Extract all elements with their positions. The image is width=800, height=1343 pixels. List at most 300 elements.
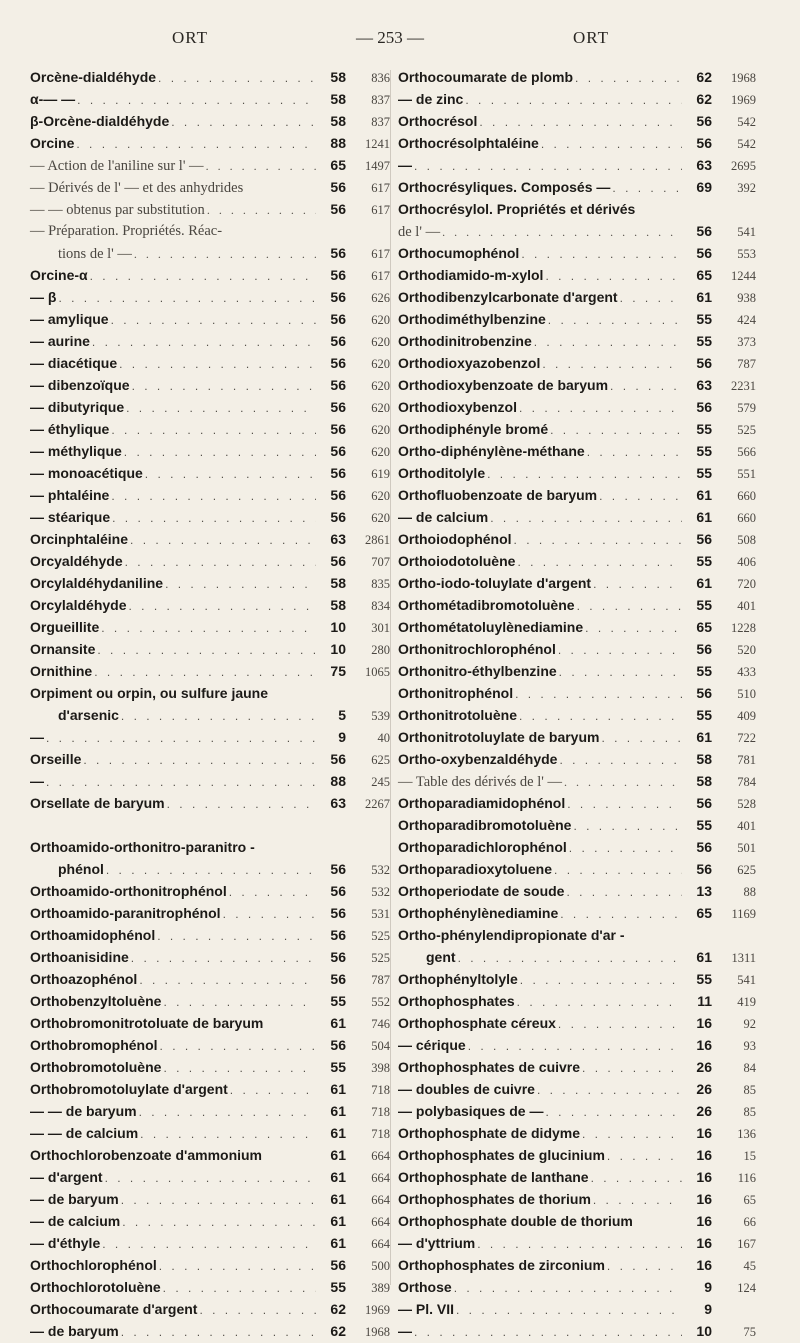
index-entry [398,1056,756,1078]
index-entry [30,110,390,132]
dot-leader [111,419,316,441]
dot-leader [130,529,316,551]
index-entry [398,1298,756,1320]
dot-leader [554,859,682,881]
page-reference: 525 [371,929,390,943]
page-reference: 85 [743,1083,756,1097]
dot-leader [477,1233,682,1255]
entry-name: — dibutyrique [30,399,125,415]
dot-leader [514,529,682,551]
entry-name: — de baryum [30,1191,119,1207]
entry-name: Orthophosphates de zirconium [398,1257,605,1273]
index-entry [30,418,390,440]
volume-number: 55 [696,465,712,481]
dot-leader [207,199,316,221]
volume-number: 61 [696,949,712,965]
entry-name: Orthophényltolyle [398,971,518,987]
volume-number: 56 [696,685,712,701]
index-entry [398,176,756,198]
dot-leader [122,1211,316,1233]
page-reference: 1241 [365,137,390,151]
page-reference: 626 [371,291,390,305]
entry-name: Orthobromotoluylate d'argent [30,1081,228,1097]
index-entry [398,330,756,352]
entry-name: Orthodinitrobenzine [398,333,532,349]
volume-number: 55 [696,421,712,437]
dot-leader [610,375,682,397]
page-reference: 504 [371,1039,390,1053]
index-entry [398,418,756,440]
index-entry [398,814,756,836]
page-reference: 40 [377,731,390,745]
entry-name: Ortho-oxybenzaldéhyde [398,751,558,767]
index-entry [398,484,756,506]
page-reference: 566 [737,445,756,459]
index-entry [398,660,756,682]
index-entry [398,132,756,154]
dot-leader [414,155,682,177]
entry-name: — Préparation. Propriétés. Réac- [30,223,223,239]
dot-leader [159,1255,316,1277]
page-reference: 301 [371,621,390,635]
entry-name: — [30,773,44,789]
dot-leader [487,463,682,485]
index-entry [30,1320,390,1342]
volume-number: 56 [696,861,712,877]
entry-name: Orgueillite [30,619,100,635]
entry-name: — phtaléine [30,487,110,503]
dot-leader [206,155,316,177]
entry-name: Orthométadibromotoluène [398,597,575,613]
index-entry [398,308,756,330]
index-entry [30,836,390,858]
dot-leader [566,881,682,903]
index-entry [30,1232,390,1254]
entry-name: Ornithine [30,663,93,679]
volume-number: 16 [696,1257,712,1273]
dot-leader [46,771,316,793]
page-reference: 401 [737,599,756,613]
dot-leader [121,1189,316,1211]
dot-leader [559,661,682,683]
entry-name: Orthophosphates de thorium [398,1191,591,1207]
index-entry [398,264,756,286]
volume-number: 10 [330,641,346,657]
page-reference: 938 [737,291,756,305]
index-entry [30,462,390,484]
page-reference: 116 [737,1171,756,1185]
index-entry [398,352,756,374]
index-entry [30,1254,390,1276]
index-entry [398,506,756,528]
page-reference: 553 [737,247,756,261]
dot-leader [545,265,682,287]
dot-leader [158,67,316,89]
volume-number: 61 [330,1191,346,1207]
page-reference: 541 [737,225,756,239]
entry-name: — Dérivés de l' — et des anhydrides [30,180,244,196]
entry-name: Ornansite [30,641,96,657]
header-left: ORT [172,28,208,47]
index-entry [30,330,390,352]
dot-leader [520,969,682,991]
volume-number: 56 [696,531,712,547]
entry-name: Orthocoumarate d'argent [30,1301,198,1317]
index-entry [30,1166,390,1188]
dot-leader [559,749,682,771]
volume-number: 61 [330,1235,346,1251]
index-entry [30,990,390,1012]
volume-number: 10 [330,619,346,635]
volume-number: 55 [696,443,712,459]
dot-leader [548,309,682,331]
index-entry [30,770,390,792]
index-entry [30,1056,390,1078]
dot-leader [111,309,316,331]
index-entry [398,220,756,242]
dot-leader [171,111,316,133]
entry-name: — [398,1323,412,1339]
index-entry [398,902,756,924]
index-entry [30,682,390,704]
index-entry [398,286,756,308]
volume-number: 56 [696,135,712,151]
dot-leader [125,551,316,573]
page-reference: 528 [737,797,756,811]
entry-name: Orthoparadichlorophénol [398,839,567,855]
dot-leader [454,1277,682,1299]
entry-name: Orthonitrotoluène [398,707,517,723]
entry-name: Orthophosphates de glucinium [398,1147,605,1163]
page-reference: 2231 [731,379,756,393]
index-entry [398,1034,756,1056]
entry-name: — polybasiques de — [398,1103,544,1119]
dot-leader [139,1101,316,1123]
page-reference: 419 [737,995,756,1009]
dot-leader [593,1189,682,1211]
volume-number: 16 [696,1191,712,1207]
dot-leader [442,221,682,243]
dot-leader [542,353,682,375]
dot-leader [573,815,682,837]
entry-name: Orthoparadioxytoluene [398,861,553,877]
page-reference: 625 [371,753,390,767]
volume-number: 55 [696,817,712,833]
volume-number: 55 [696,971,712,987]
index-entry [398,726,756,748]
volume-number: 16 [696,1147,712,1163]
entry-name: Orthodiamido-m-xylol [398,267,544,283]
volume-number: 56 [330,267,346,283]
page-reference: 525 [371,951,390,965]
volume-number: 62 [696,91,712,107]
page-reference: 781 [737,753,756,767]
index-entry [30,220,390,242]
volume-number: 58 [330,91,346,107]
volume-number: 56 [696,245,712,261]
dot-leader [564,771,682,793]
volume-number: 61 [696,289,712,305]
index-entry [398,396,756,418]
entry-name: Orthodiphényle bromé [398,421,549,437]
volume-number: 56 [696,355,712,371]
index-entry [30,242,390,264]
dot-leader [458,947,682,969]
page-reference: 619 [371,467,390,481]
entry-name: Orthodioxybenzol [398,399,517,415]
volume-number: 62 [696,69,712,85]
page-reference: 1065 [365,665,390,679]
dot-leader [112,507,316,529]
dot-leader [575,67,682,89]
index-entry [30,616,390,638]
entry-name: — diacétique [30,355,118,371]
dot-leader [119,353,316,375]
index-entry [30,396,390,418]
dot-leader [140,1123,316,1145]
entry-name: Orthophosphate de didyme [398,1125,581,1141]
page-reference: 15 [743,1149,756,1163]
page-number: — 253 — [356,28,424,47]
index-entry [398,880,756,902]
page-reference: 620 [371,313,390,327]
index-entry [30,1188,390,1210]
volume-number: 55 [330,993,346,1009]
entry-name: Orthobenzyltoluène [30,993,162,1009]
volume-number: 26 [696,1081,712,1097]
entry-name: Ortho-phénylendipropionate d'ar - [398,927,625,943]
index-entry [30,594,390,616]
page-reference: 84 [743,1061,756,1075]
dot-leader [111,485,316,507]
volume-number: 56 [330,927,346,943]
running-header [0,28,800,52]
dot-leader [515,683,682,705]
entry-name: Orthocrésylol. Propriétés et dérivés [398,201,636,217]
entry-name: — de calcium [398,509,489,525]
index-entry [398,990,756,1012]
index-entry [30,1298,390,1320]
page-reference: 280 [371,643,390,657]
page-reference: 718 [371,1127,390,1141]
entry-name: Orthoamido-orthonitrophénol [30,883,227,899]
entry-name: — — obtenus par substitution [30,202,205,218]
index-entry [30,352,390,374]
volume-number: 55 [696,311,712,327]
volume-number: 88 [330,135,346,151]
entry-name: Orthoazophénol [30,971,138,987]
volume-number: 61 [330,1169,346,1185]
index-entry [30,1034,390,1056]
page-reference: 398 [371,1061,390,1075]
dot-leader [167,793,316,815]
index-entry [398,462,756,484]
column-divider [390,70,391,1285]
volume-number: 56 [330,949,346,965]
page-reference: 401 [737,819,756,833]
page-reference: 424 [737,313,756,327]
entry-name: Orthodibenzylcarbonate d'argent [398,289,618,305]
dot-leader [558,1013,682,1035]
volume-number: 63 [696,377,712,393]
index-entry [30,748,390,770]
page-reference: 532 [371,863,390,877]
volume-number: 65 [696,619,712,635]
dot-leader [550,419,682,441]
dot-leader [163,1277,316,1299]
index-entry [398,1254,756,1276]
entry-name: Orthodioxyazobenzol [398,355,541,371]
volume-number: 61 [330,1125,346,1141]
dot-leader [230,1079,316,1101]
page-reference: 720 [737,577,756,591]
volume-number: 61 [696,487,712,503]
dot-leader [519,705,682,727]
entry-name: Orcine [30,135,75,151]
entry-name: Orcylaldéhydaniline [30,575,164,591]
index-entry [30,1012,390,1034]
dot-leader [157,925,316,947]
index-entry [30,198,390,220]
dot-leader [465,89,682,111]
page-reference: 552 [371,995,390,1009]
dot-leader [456,1299,682,1321]
entry-name: Orpiment ou orpin, ou sulfure jaune [30,685,269,701]
entry-name: Orthophosphate de lanthane [398,1169,589,1185]
dot-leader [414,1321,682,1343]
entry-name: Orthonitrophénol [398,685,514,701]
page-reference: 1968 [365,1325,390,1339]
dot-leader [199,1299,316,1321]
index-entry [398,440,756,462]
volume-number: 56 [330,509,346,525]
dot-leader [620,287,682,309]
index-entry [398,550,756,572]
index-entry [30,154,390,176]
dot-leader [577,595,682,617]
entry-name: Orcylaldéhyde [30,597,127,613]
entry-name: de l' — [398,224,441,240]
entry-name: Orthose [398,1279,452,1295]
index-entry [30,550,390,572]
index-entry [398,66,756,88]
dot-leader [102,1233,316,1255]
index-entry [30,1078,390,1100]
page-reference: 722 [737,731,756,745]
entry-name: Orthoamido-orthonitro-paranitro - [30,839,255,855]
index-entry [30,506,390,528]
page-reference: 1244 [731,269,756,283]
index-entry [398,1100,756,1122]
page-reference: 787 [371,973,390,987]
index-entry [30,968,390,990]
volume-number: 56 [330,443,346,459]
entry-name: Orthobromophénol [30,1037,158,1053]
page-reference: 539 [371,709,390,723]
dot-leader [131,947,316,969]
entry-name: — de zinc [398,91,464,107]
index-entry [398,704,756,726]
page-reference: 409 [737,709,756,723]
entry-name: — stéarique [30,509,111,525]
volume-number: 56 [330,1037,346,1053]
index-entry [398,594,756,616]
dot-leader [129,595,317,617]
dot-leader [582,1057,682,1079]
entry-name: Orthoparadiamidophénol [398,795,566,811]
entry-name: — amylique [30,311,109,327]
dot-leader [534,331,682,353]
volume-number: 16 [696,1169,712,1185]
index-entry [398,198,756,220]
dot-leader [145,463,316,485]
dot-leader [517,991,682,1013]
volume-number: 58 [330,575,346,591]
dot-leader [94,661,316,683]
entry-name: — Action de l'aniline sur l' — [30,158,204,174]
entry-name: Orcinphtaléine [30,531,129,547]
page-reference: 500 [371,1259,390,1273]
entry-name: Orthophénylènediamine [398,905,559,921]
page-reference: 1497 [365,159,390,173]
dot-leader [126,397,316,419]
dot-leader [558,639,682,661]
volume-number: 55 [696,707,712,723]
page-reference: 373 [737,335,756,349]
volume-number: 61 [330,1081,346,1097]
volume-number: 56 [696,839,712,855]
dot-leader [607,1145,682,1167]
page-reference: 620 [371,335,390,349]
page-reference: 531 [371,907,390,921]
entry-name: Orcène-dialdéhyde [30,69,157,85]
volume-number: 56 [330,421,346,437]
index-entry [398,154,756,176]
dot-leader [601,727,682,749]
entry-name: — d'éthyle [30,1235,101,1251]
volume-number: 10 [696,1323,712,1339]
page-reference: 664 [371,1149,390,1163]
entry-name: Orthocoumarate de plomb [398,69,574,85]
page-reference: 664 [371,1193,390,1207]
index-entry [30,572,390,594]
page-reference: 620 [371,401,390,415]
entry-name: — — de calcium [30,1125,139,1141]
entry-name: Orthoparadibromotoluène [398,817,572,833]
dot-leader [593,573,682,595]
volume-number: 61 [696,509,712,525]
volume-number: 56 [330,179,346,195]
volume-number: 56 [696,223,712,239]
entry-name: d'arsenic [58,707,119,723]
index-entry [30,1100,390,1122]
page-reference: 664 [371,1215,390,1229]
entry-name: Orthophosphate céreux [398,1015,556,1031]
index-entry [30,132,390,154]
dot-leader [90,265,316,287]
entry-name: — de baryum [30,1323,119,1339]
page-reference: 836 [371,71,390,85]
volume-number: 56 [330,553,346,569]
dot-leader [560,903,682,925]
header-right: ORT [573,28,609,47]
entry-name: Orthophosphate double de thorium [398,1213,633,1229]
index-entry [398,1012,756,1034]
entry-name: Orthophosphates de cuivre [398,1059,581,1075]
volume-number: 88 [330,773,346,789]
page-reference: 392 [737,181,756,195]
dot-leader [163,1057,316,1079]
